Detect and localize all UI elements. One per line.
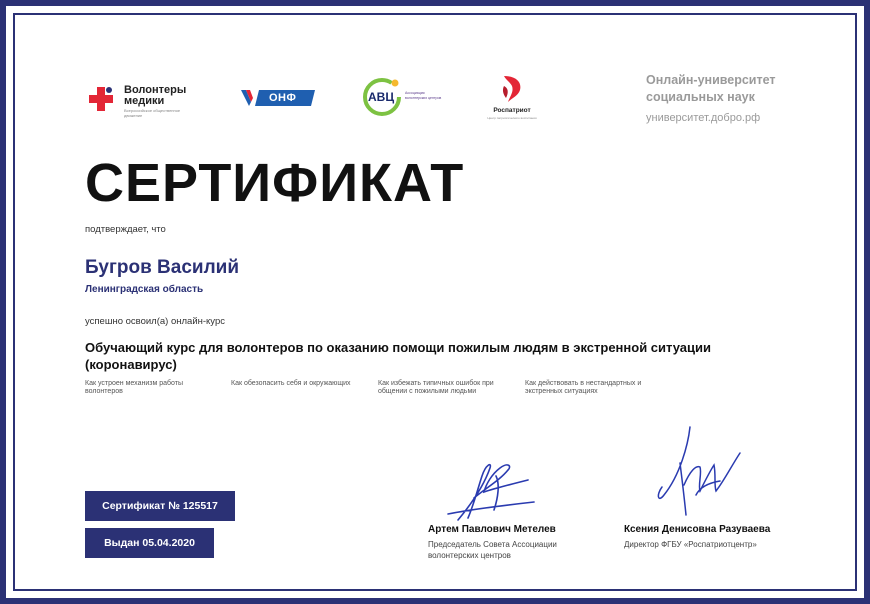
- signer-name: Ксения Денисовна Разуваева: [624, 524, 771, 535]
- course-title: Обучающий курс для волонтеров по оказанию помощи пожилым людям в экстренной ситуации (коронавирус): [85, 340, 711, 372]
- logo-avc-abbr: АВЦ: [368, 90, 395, 104]
- university-site: университет.добро.рф: [646, 112, 761, 124]
- course-topic: Как действовать в нестандартных и экстренных ситуациях: [525, 380, 642, 395]
- logo-avc-subtitle: Ассоциация волонтерских центров: [405, 91, 442, 100]
- course-topic: Как обезопасить себя и окружающих: [231, 380, 351, 387]
- signer-role: Председатель Совета Ассоциации волонтерских центров: [428, 540, 557, 560]
- recipient-region: Ленинградская область: [85, 284, 204, 295]
- signature-razuvaeva: [650, 425, 745, 520]
- logo-onf: [241, 90, 313, 106]
- signer-role: Директор ФГБУ «Роспатриотцентр»: [624, 540, 757, 549]
- signature-metelev: [438, 458, 548, 528]
- mastered-text: успешно освоил(а) онлайн-курс: [85, 316, 225, 327]
- logo-rospatriot: [486, 74, 538, 122]
- logo-rospatriot-subtitle: Центр патриотического воспитания: [487, 116, 537, 120]
- logo-avc: [362, 77, 452, 119]
- logo-rospatriot-name: Роспатриот: [493, 107, 531, 114]
- certificate-title: СЕРТИФИКАТ: [85, 153, 465, 213]
- red-cross-icon: [88, 86, 114, 112]
- logo-volunteers-medics: [86, 80, 196, 120]
- course-topic: Как устроен механизм работы волонтеров: [85, 380, 183, 395]
- recipient-name: Бугров Василий: [85, 257, 240, 278]
- rospatriot-flame-icon: [500, 74, 524, 104]
- logo-onf-text: ОНФ: [269, 92, 297, 104]
- signer-name: Артем Павлович Метелев: [428, 524, 556, 535]
- logo-volunteers-title: Волонтеры медики: [124, 84, 187, 107]
- certificate-number-badge: Сертификат № 125517: [85, 491, 235, 521]
- course-topic: Как избежать типичных ошибок при общении с пожилыми людьми: [378, 380, 494, 395]
- university-name: Онлайн-университет социальных наук: [646, 73, 776, 104]
- issue-date-badge: Выдан 05.04.2020: [85, 528, 214, 558]
- confirms-text: подтверждает, что: [85, 224, 166, 235]
- logo-volunteers-subtitle: Всероссийское общественное движение: [124, 108, 181, 118]
